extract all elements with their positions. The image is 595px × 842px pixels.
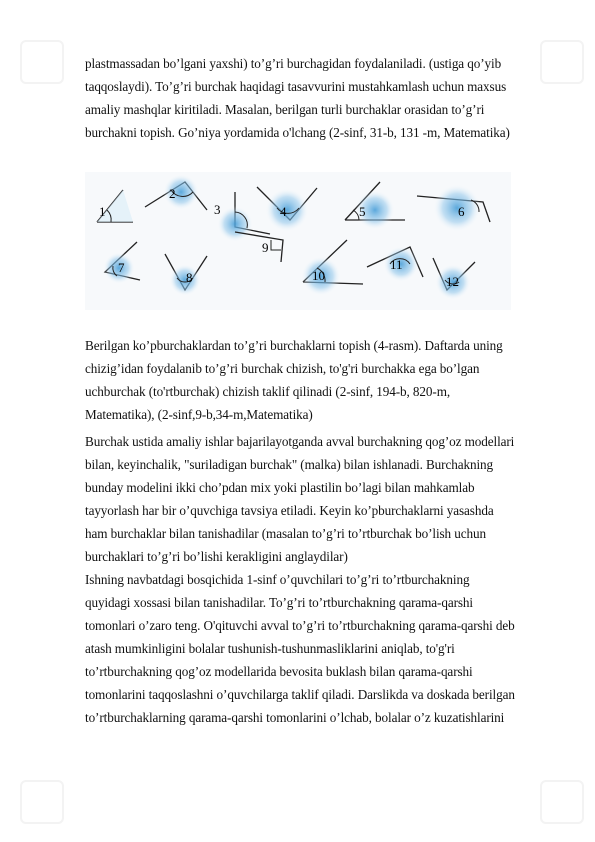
paragraph-3 [85,430,555,729]
angle-label: 10 [312,268,325,283]
angles-figure [85,172,511,310]
text-line: chizig’idan foydalanib to’g’ri burchak chizish, to'g'ri burchakka ega bo’lgan [85,361,480,376]
text-line: atash mumkinligini bolalar tushunish-tushunmasliklarini aniqlab, to'g'ri [85,641,455,656]
text-line: to’rtburchakning qog’oz modellarida bevosita buklash bilan qarama-qarshi [85,664,473,679]
angle-label: 5 [359,204,366,219]
text-line: bunday modelini ikki cho’pdan mix yoki plastilin bo’lagi bilan mahkamlab [85,480,475,495]
text-line: bilan, keyinchalik, "suriladigan burchak" (malka) bilan ishlanadi. Burchakning [85,457,493,472]
text-line: tayyorlash har bir o’quvchiga tavsiya etiladi. Keyin ko’pburchaklarni yasashda [85,503,494,518]
text-line: Burchak ustida amaliy ishlar bajarilayotganda avval burchakning qog’oz modellari [85,434,515,449]
text-line: burchakni topish. Go’niya yordamida o'lchang (2-sinf, 31-b, 131 -m, Matematika) [85,125,510,140]
angle-label: 8 [186,270,193,285]
text-line: tomonlari o’zaro teng. O'qituvchi avval to’g’ri to’rtburchakning qarama-qarshi deb [85,618,515,633]
angle-label: 12 [446,274,459,289]
angle-label: 2 [169,186,176,201]
text-line: plastmassadan bo’lgani yaxshi) to’g’ri burchagidan foydalaniladi. (ustiga qo’yib [85,56,502,71]
text-line: Matematika), (2-sinf,9-b,34-m,Matematika) [85,407,313,422]
angle-label: 1 [99,204,106,219]
angle-label: 3 [214,202,221,217]
angle-label: 11 [390,257,403,272]
text-line: tomonlarini taqqoslashni o’quvchilarga taklif qiladi. Darslikda va doskada berilgan [85,687,515,702]
text-line: quyidagi xossasi bilan tanishadilar. To’g’ri to’rtburchakning qarama-qarshi [85,595,473,610]
text-line: ham burchaklar bilan tanishadilar (masalan to’g’ri to’rtburchak bo’lish uchun [85,526,486,541]
watermark-shape [20,780,64,824]
paragraph-1 [85,52,555,144]
text-line: taqqoslaydi). To’g’ri burchak haqidagi tasavvurini mustahkamlash uchun maxsus [85,79,507,94]
angle-label: 4 [280,204,287,219]
angle-label: 9 [262,240,269,255]
angle-label: 7 [118,260,125,275]
watermark-shape [540,780,584,824]
text-line: uchburchak (to'rtburchak) chizish taklif qilinadi (2-sinf, 194-b, 820-m, [85,384,451,399]
text-line: to’rtburchaklarning qarama-qarshi tomonlarini o’lchab, bolalar o’z kuzatishlarini [85,710,505,725]
paragraph-2 [85,334,555,426]
text-line: burchaklari to’g’ri bo’lishi kerakligini anglaydilar) [85,549,348,564]
text-line: Ishning navbatdagi bosqichida 1-sinf o’quvchilari to’g’ri to’rtburchakning [85,572,470,587]
angle-label: 6 [458,204,465,219]
text-line: Berilgan ko’pburchaklardan to’g’ri burchaklarni topish (4-rasm). Daftarda uning [85,338,503,353]
angles-figure-svg [85,172,511,310]
text-line: amaliy mashqlar kiritiladi. Masalan, berilgan turli burchaklar orasidan to’g’ri [85,102,485,117]
watermark-shape [20,40,64,84]
